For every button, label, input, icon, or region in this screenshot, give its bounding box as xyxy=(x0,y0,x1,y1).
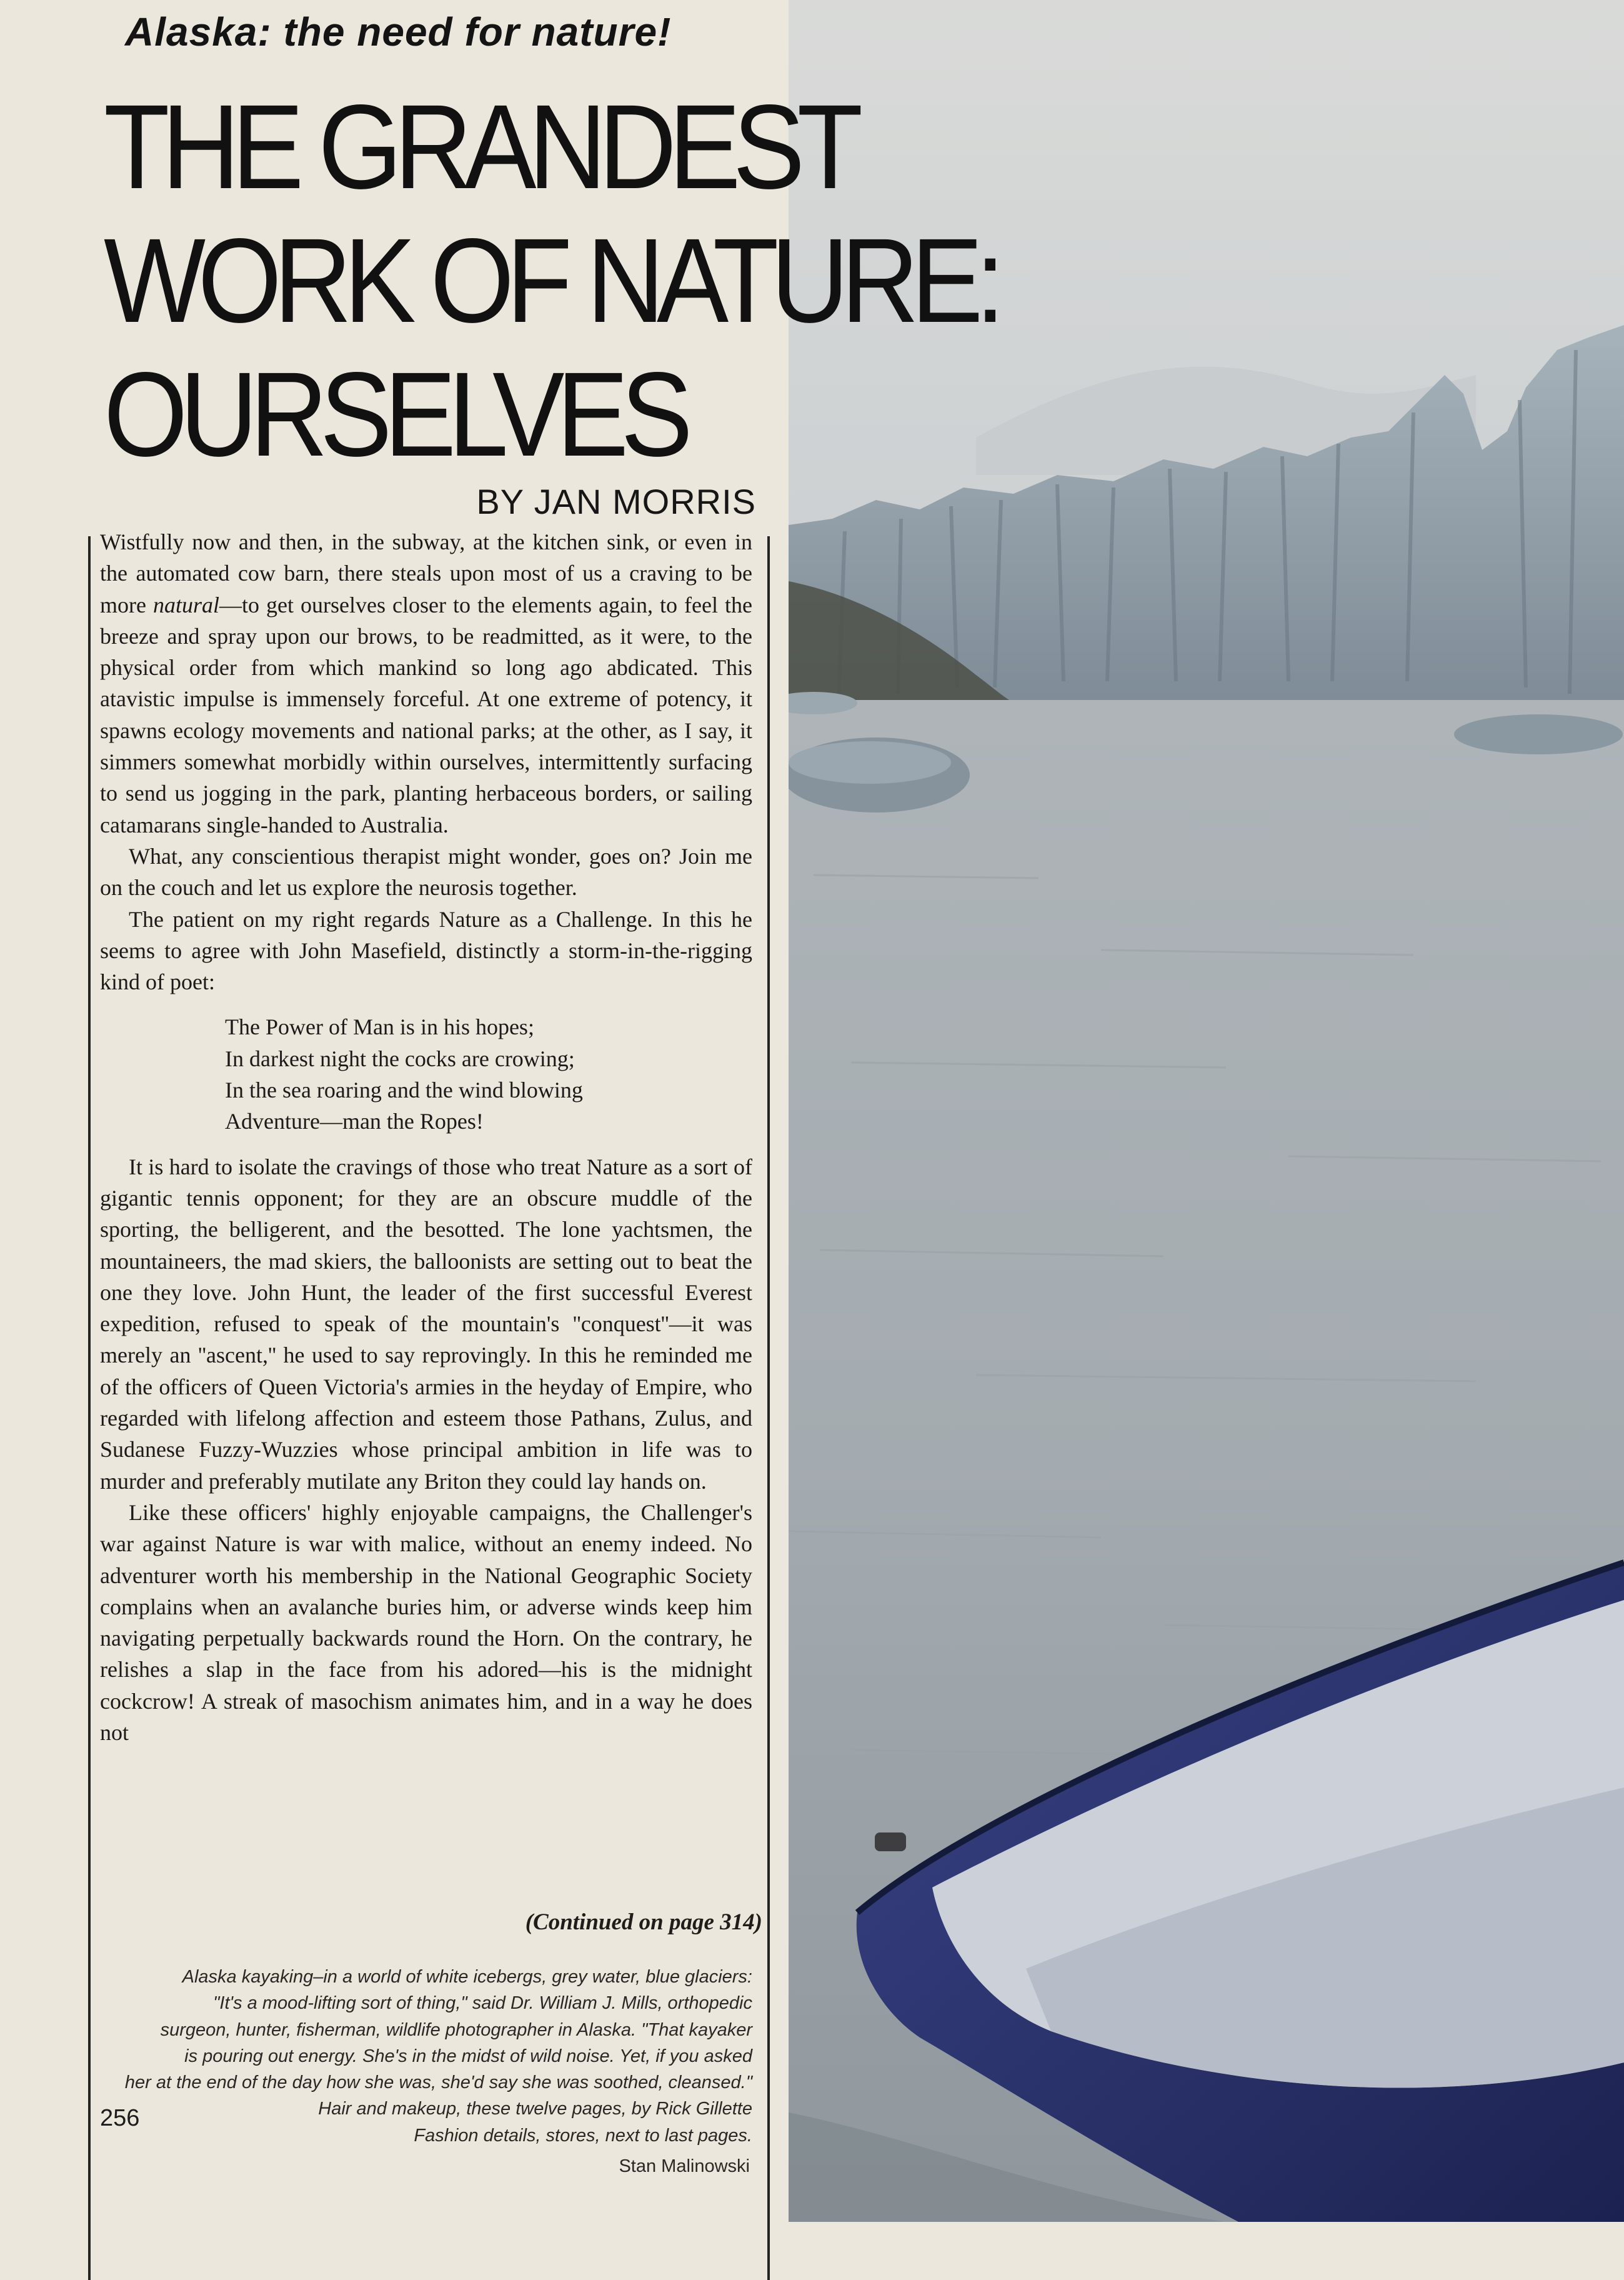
caption-line: Alaska kayaking–in a world of white icebergs, grey water, blue glaciers: xyxy=(182,1967,752,1987)
emphasis-natural: natural xyxy=(153,592,220,618)
poem-line: The Power of Man is in his hopes; xyxy=(225,1014,534,1040)
article-body xyxy=(100,526,752,1748)
photo-caption xyxy=(87,1964,752,2149)
poem-line: In the sea roaring and the wind blowing xyxy=(225,1078,583,1103)
paragraph-2: What, any conscientious therapist might wonder, goes on? Join me on the couch and let us explore the neurosis together. xyxy=(100,843,752,901)
paragraph-4: It is hard to isolate the cravings of those who treat Nature as a sort of gigantic tennis opponent; for they are an obscure muddle of the sporting, the belligerent, and the besotted. The lone yachtsmen, the mountaineers, the mad skiers, the balloonists are setting out to beat the one they love. John Hunt, the leader of the first successful Everest expedition, refused to speak of the mountain's ''conquest''—it was merely an ''ascent,'' he used to say reprovingly. In this he reminded me of the officers of Queen Victoria's armies in the heyday of Empire, who regarded with lifelong affection and esteem those Pathans, Zulus, and Sudanese Fuzzy-Wuzzies whose principal ambition in life was to murder and preferably mutilate any Briton they could lay hands on. xyxy=(100,1154,752,1494)
headline xyxy=(104,80,1088,481)
iceberg-right xyxy=(1454,714,1623,754)
headline-line-3: OURSELVES xyxy=(104,347,685,481)
caption-line: Fashion details, stores, next to last pages. xyxy=(414,2125,752,2146)
photo-credit: Stan Malinowski xyxy=(619,2156,750,2176)
caption-line: surgeon, hunter, fisherman, wildlife photographer in Alaska. "That kayaker xyxy=(160,2019,752,2040)
caption-line: is pouring out energy. She's in the midst of wild noise. Yet, if you asked xyxy=(184,2046,752,2066)
caption-line: "It's a mood-lifting sort of thing," said Dr. William J. Mills, orthopedic xyxy=(213,1993,752,2014)
iceberg-left-top xyxy=(789,741,951,784)
column-rule-right xyxy=(767,536,770,2280)
headline-line-2: WORK OF NATURE: xyxy=(104,213,998,348)
page-number: 256 xyxy=(100,2105,140,2131)
byline: BY JAN MORRIS xyxy=(476,482,756,521)
continued-on-page-link[interactable]: (Continued on page 314) xyxy=(525,1909,762,1935)
paragraph-1: Wistfully now and then, in the subway, at the kitchen sink, or even in the automated cow barn, there steals upon most of us a craving to be more natural—to get ourselves closer to the elements again, to feel the breeze and spray upon our brows, to be readmitted, as it were, to the physical order from which mankind so long ago abdicated. This atavistic impulse is immensely forceful. At one extreme of potency, it spawns ecology movements and national parks; at the other, as I say, it simmers somewhat morbidly within ourselves, intermittently surfacing to send us jogging in the park, planting herbaceous borders, or sailing catamarans single-handed to Australia. xyxy=(100,529,752,838)
paragraph-5: Like these officers' highly enjoyable campaigns, the Challenger's war against Nature is war with malice, without an enemy indeed. No adventurer worth his membership in the National Geographic Society complains when an avalanche buries him, or adverse winds keep him navigating perpetually backwards round the Horn. On the contrary, he relishes a slap in the face from his adored—his is the midnight cockcrow! A streak of masochism animates him, and in a way he does not xyxy=(100,1499,752,1745)
poem-line: In darkest night the cocks are crowing; xyxy=(225,1046,575,1071)
poem-quote xyxy=(225,1011,752,1137)
paragraph-3: The patient on my right regards Nature as a Challenge. In this he seems to agree with John Masefield, distinctly a storm-in-the-rigging kind of poet: xyxy=(100,906,752,995)
headline-line-1: THE GRANDEST xyxy=(104,79,855,214)
caption-line: Hair and makeup, these twelve pages, by Rick Gillette xyxy=(318,2099,752,2119)
section-kicker: Alaska: the need for nature! xyxy=(125,9,672,54)
kayak-bow-fitting xyxy=(875,1832,906,1851)
caption-line: her at the end of the day how she was, she'd say she was soothed, cleansed." xyxy=(124,2072,752,2093)
poem-line: Adventure—man the Ropes! xyxy=(225,1109,484,1134)
